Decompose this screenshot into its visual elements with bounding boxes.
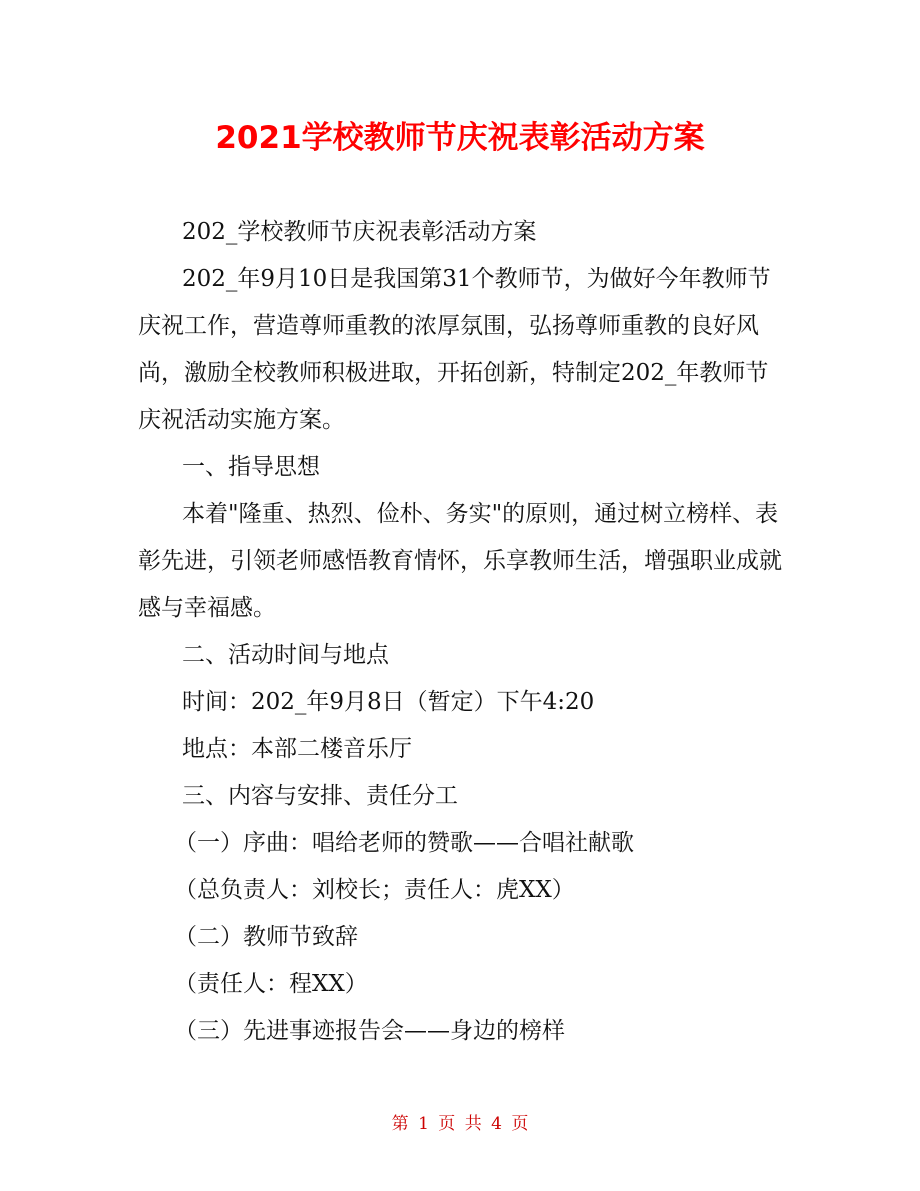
item-speech-responsible: （责任人：程XX）: [174, 971, 368, 997]
page-footer: 第 1 页 共 4 页: [391, 1114, 529, 1134]
document-title: 2021学校教师节庆祝表彰活动方案: [215, 120, 705, 156]
paragraph-principles: 本着"隆重、热烈、俭朴、务实"的原则，通过树立榜样、表彰先进，引领老师感悟教育情怀，乐享教师生活，增强职业成就感与幸福感。: [138, 501, 782, 621]
heading-guiding-ideology: 一、指导思想: [182, 454, 320, 480]
paragraph-location: 地点：本部二楼音乐厅: [182, 736, 412, 762]
heading-content-arrangement: 三、内容与安排、责任分工: [182, 783, 458, 809]
heading-time-location: 二、活动时间与地点: [182, 642, 389, 668]
document-body: [138, 209, 788, 1055]
item-report-meeting: （三）先进事迹报告会——身边的榜样: [174, 1018, 565, 1044]
item-speech: （二）教师节致辞: [174, 924, 358, 950]
item-prelude-responsible: （总负责人：刘校长；责任人：虎XX）: [174, 877, 575, 903]
item-prelude: （一）序曲：唱给老师的赞歌——合唱社献歌: [174, 830, 634, 856]
paragraph-subtitle: 202_学校教师节庆祝表彰活动方案: [182, 219, 537, 245]
paragraph-time: 时间：202_年9月8日（暂定）下午4:20: [182, 689, 595, 715]
paragraph-intro: 202_年9月10日是我国第31个教师节，为做好今年教师节庆祝工作，营造尊师重教的浓厚氛围，弘扬尊师重教的良好风尚，激励全校教师积极进取，开拓创新，特制定202_年教师节庆祝活动实施方案。: [138, 266, 771, 433]
